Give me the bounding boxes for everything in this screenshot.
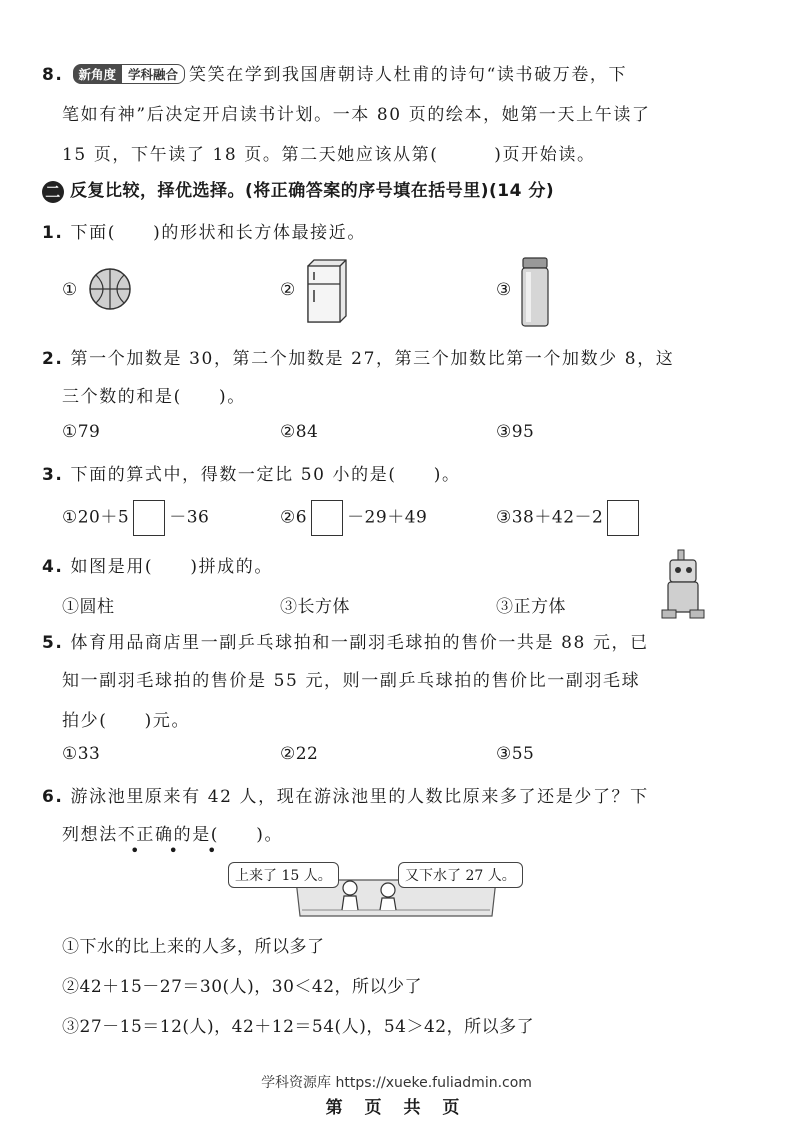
child-left-icon: [342, 881, 358, 910]
refrigerator-icon: [304, 258, 348, 324]
q3-option-1: [62, 500, 209, 536]
q3-text: 下面的算式中，得数一定比 50 小的是( )。: [70, 465, 461, 485]
q2-number: 2.: [42, 349, 64, 369]
subject-fusion-tag: 学科融合: [121, 64, 185, 84]
q1-option-1: ①: [62, 280, 78, 300]
q1-question: [42, 218, 366, 243]
q5-option-2: ②22: [280, 744, 319, 764]
q6-text-line2: 列想法不正确的是( )。: [62, 825, 284, 845]
q8-line1: [42, 60, 627, 85]
q8-number: 8.: [42, 65, 64, 85]
footer-source: 学科资源库 https://xueke.fuliadmin.com: [261, 1075, 532, 1091]
q2-text-line2: 三个数的和是( )。: [62, 387, 246, 407]
q6-option-1: ①下水的比上来的人多，所以多了: [62, 937, 325, 957]
q6-line1: [42, 782, 649, 807]
blank-box: [133, 500, 165, 536]
q2-option-1: ①79: [62, 422, 101, 442]
blank-box: [311, 500, 343, 536]
q2-option-3: ③95: [496, 422, 535, 442]
q1-number: 1.: [42, 223, 64, 243]
q3-option-2: [280, 500, 427, 536]
q6-option-2: ②42＋15－27＝30(人)，30＜42，所以少了: [62, 977, 423, 997]
q5-option-1: ①33: [62, 744, 101, 764]
thermos-cup-icon: [520, 256, 550, 328]
section-title: 反复比较，择优选择。(将正确答案的序号填在括号里)(14 分): [70, 181, 555, 201]
q2-text-line1: 第一个加数是 30，第二个加数是 27，第三个加数比第一个加数少 8，这: [70, 349, 675, 369]
q3-option-3-left: ③38＋42－2: [496, 507, 604, 528]
q5-number: 5.: [42, 633, 64, 653]
q6-text-line1: 游泳池里原来有 42 人，现在游泳池里的人数比原来多了还是少了？下: [70, 787, 649, 807]
q5-line1: [42, 628, 649, 653]
q6-option-3: ③27－15＝12(人)，42＋12＝54(人)，54＞42，所以多了: [62, 1017, 535, 1037]
emphasis-dots: • • •: [130, 841, 229, 860]
q3-number: 3.: [42, 465, 64, 485]
q3-option-1-right: －36: [169, 507, 210, 528]
q1-text: 下面( )的形状和长方体最接近。: [70, 223, 366, 243]
blank-box: [607, 500, 639, 536]
q4-text: 如图是用( )拼成的。: [70, 557, 273, 577]
q8-text-line2: 笔如有神”后决定开启读书计划。一本 80 页的绘本，她第一天上午读了: [62, 105, 651, 125]
q2-option-2: ②84: [280, 422, 319, 442]
q3-question: [42, 460, 461, 485]
q2-line1: [42, 344, 674, 369]
q3-option-2-left: ②6: [280, 507, 308, 528]
q4-number: 4.: [42, 557, 64, 577]
q3-option-1-left: ①20＋5: [62, 507, 130, 528]
q1-option-3: ③: [496, 280, 512, 300]
q5-text-line3: 拍少( )元。: [62, 711, 191, 731]
section-heading: [42, 176, 554, 203]
speech-bubble-left: 上来了 15 人。: [228, 862, 339, 888]
q3-option-2-right: －29＋49: [347, 507, 428, 528]
q5-text-line1: 体育用品商店里一副乒乓球拍和一副羽毛球拍的售价一共是 88 元，已: [70, 633, 649, 653]
q4-option-2: ③长方体: [280, 597, 350, 617]
q5-option-3: ③55: [496, 744, 535, 764]
q8-text-line1: 笑笑在学到我国唐朝诗人杜甫的诗句“读书破万卷，下: [189, 65, 628, 85]
q3-option-3: [496, 500, 643, 536]
q4-option-3: ③正方体: [496, 597, 566, 617]
new-angle-tag: 新角度: [73, 64, 123, 84]
block-robot-icon: [662, 548, 706, 620]
footer-page-number: 第 页 共 页: [325, 1098, 468, 1118]
speech-bubble-right: 又下水了 27 人。: [398, 862, 523, 888]
q8-text-line3: 15 页，下午读了 18 页。第二天她应该从第( )页开始读。: [62, 145, 596, 165]
q4-question: [42, 552, 273, 577]
q6-number: 6.: [42, 787, 64, 807]
q4-option-1: ①圆柱: [62, 597, 115, 617]
basketball-icon: [88, 267, 132, 311]
q8-tags: [73, 64, 186, 84]
q1-option-2: ②: [280, 280, 296, 300]
q5-text-line2: 知一副羽毛球拍的售价是 55 元，则一副乒乓球拍的售价比一副羽毛球: [62, 671, 641, 691]
section-badge: 二: [42, 181, 64, 203]
